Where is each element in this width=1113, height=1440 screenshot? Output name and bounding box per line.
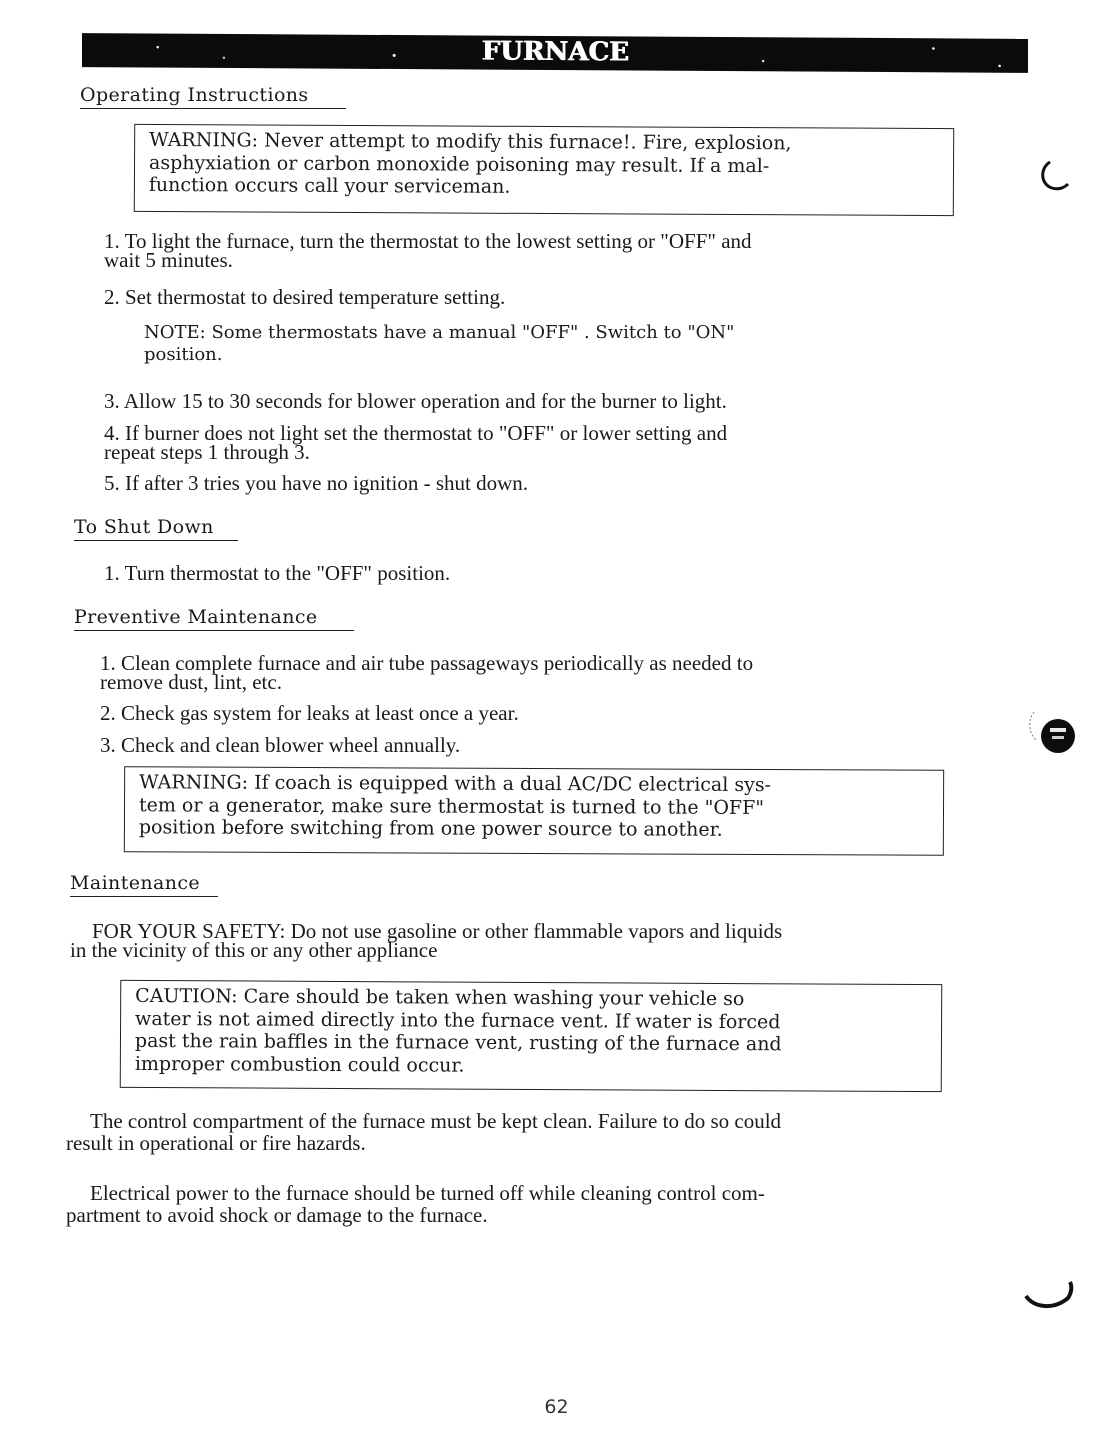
warning-line: asphyxiation or carbon monoxide poisoning may result. If a mal- [148, 151, 770, 177]
paragraph-line: partment to avoid shock or damage to the furnace. [66, 1203, 488, 1227]
operating-step-3 [104, 389, 727, 413]
paragraph-line: The control compartment of the furnace must be kept clean. Failure to do so could [90, 1109, 782, 1133]
step-line: 2. Set thermostat to desired temperature setting. [104, 285, 506, 309]
caution-line: past the rain baffles in the furnace vent, rusting of the furnace and [134, 1029, 782, 1056]
operating-step-5 [104, 471, 528, 495]
step-line: remove dust, lint, etc. [100, 670, 282, 694]
control-compartment-paragraph [66, 1110, 781, 1154]
caution-line: improper combustion could occur. [134, 1052, 465, 1077]
operating-step-2 [104, 285, 506, 309]
title-banner [82, 33, 1028, 73]
page-title: FURNACE [481, 36, 629, 68]
warning-box-modify [134, 124, 954, 216]
operating-note [144, 322, 734, 366]
safety-paragraph [70, 919, 783, 962]
warning-line: WARNING: If coach is equipped with a dual AC/DC electrical sys- [139, 771, 772, 797]
note-line: NOTE: Some thermostats have a manual "OFF" . Switch to "ON" [144, 322, 735, 343]
heading-operating-instructions: Operating Instructions [80, 84, 346, 109]
preventive-step-2 [100, 701, 519, 725]
step-line: 3. Check and clean blower wheel annually. [100, 733, 461, 757]
heading-to-shut-down: To Shut Down [74, 516, 238, 541]
step-line: 4. If burner does not light set the thermostat to "OFF" or lower setting and [104, 421, 728, 445]
step-line: 2. Check gas system for leaks at least once a year. [100, 701, 519, 725]
binder-hole-mark-icon [1018, 1278, 1078, 1318]
heading-maintenance: Maintenance [70, 872, 218, 897]
preventive-step-3 [100, 733, 461, 757]
electrical-power-paragraph [66, 1182, 765, 1226]
caution-line: water is not aimed directly into the furnace vent. If water is forced [135, 1007, 781, 1033]
warning-line: tem or a generator, make sure thermostat is turned to the "OFF" [138, 793, 765, 819]
paragraph-line: Electrical power to the furnace should be turned off while cleaning control com- [90, 1181, 765, 1205]
binder-hole-mark-icon [1024, 706, 1084, 762]
warning-box-power [124, 766, 944, 856]
warning-line: position before switching from one power source to another. [138, 816, 723, 841]
operating-step-4 [104, 421, 728, 464]
note-line: position. [144, 344, 223, 365]
step-line: 1. Clean complete furnace and air tube passageways periodically as needed to [100, 651, 754, 675]
paragraph-line: in the vicinity of this or any other appliance [70, 938, 438, 962]
warning-line: function occurs call your serviceman. [148, 173, 511, 198]
binder-hole-mark-icon [1036, 156, 1086, 206]
step-line: repeat steps 1 through 3. [104, 440, 310, 464]
step-line: 1. Turn thermostat to the "OFF" position. [104, 561, 451, 585]
preventive-step-1 [100, 651, 754, 694]
page-number: 62 [544, 1396, 569, 1418]
caution-line: CAUTION: Care should be taken when washing your vehicle so [135, 984, 745, 1011]
shutdown-step-1 [104, 561, 451, 585]
operating-step-1 [104, 229, 752, 272]
warning-line: WARNING: Never attempt to modify this furnace!. Fire, explosion, [149, 128, 792, 155]
step-line: 5. If after 3 tries you have no ignition - shut down. [104, 471, 528, 495]
paragraph-line: result in operational or fire hazards. [66, 1131, 366, 1155]
step-line: wait 5 minutes. [104, 248, 233, 272]
paragraph-line: FOR YOUR SAFETY: Do not use gasoline or other flammable vapors and liquids [92, 919, 783, 943]
step-line: 3. Allow 15 to 30 seconds for blower operation and for the burner to light. [104, 389, 727, 413]
caution-box [120, 980, 943, 1092]
step-line: 1. To light the furnace, turn the thermostat to the lowest setting or "OFF" and [104, 229, 752, 253]
heading-preventive-maintenance: Preventive Maintenance [74, 606, 354, 631]
